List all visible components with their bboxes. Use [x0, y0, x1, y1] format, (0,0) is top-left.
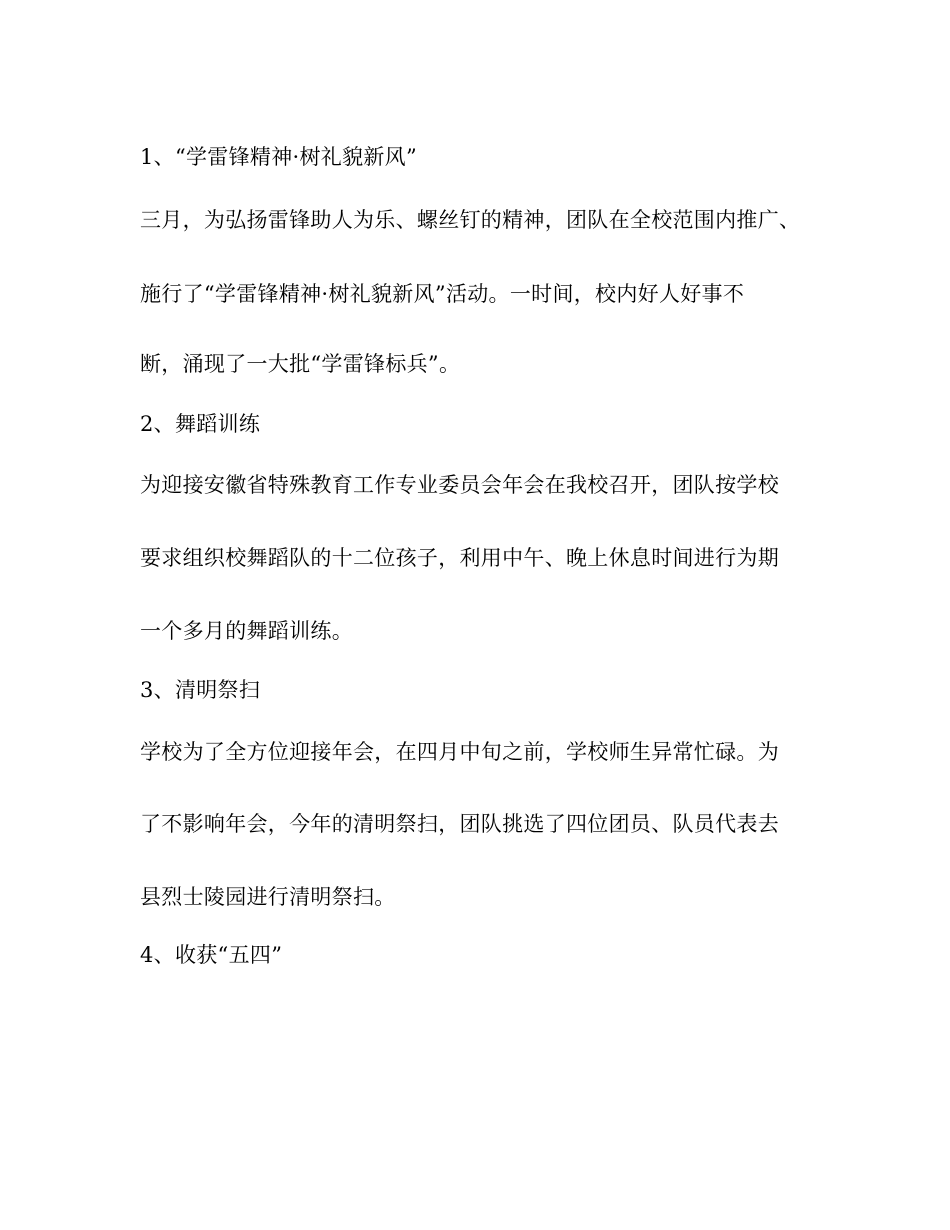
heading-1: 1、“学雷锋精神·树礼貌新风”: [140, 145, 418, 169]
paragraph-2-line-3: 一个多月的舞蹈训练。: [140, 619, 353, 643]
heading-4: 4、收获“五四”: [140, 943, 283, 967]
paragraph-3-line-3: 县烈士陵园进行清明祭扫。: [140, 885, 396, 909]
paragraph-3-line-1: 学校为了全方位迎接年会，在四月中旬之前，学校师生异常忙碌。为: [140, 740, 779, 764]
heading-3: 3、清明祭扫: [140, 678, 261, 702]
heading-2: 2、舞蹈训练: [140, 412, 261, 436]
paragraph-2-line-2: 要求组织校舞蹈队的十二位孩子，利用中午、晚上休息时间进行为期: [140, 546, 779, 570]
paragraph-1-line-2: 施行了“学雷锋精神·树礼貌新风”活动。一时间，校内好人好事不: [140, 282, 745, 306]
paragraph-1-line-3: 断，涌现了一大批“学雷锋标兵”。: [140, 352, 461, 376]
paragraph-3-line-2: 了不影响年会，今年的清明祭扫，团队挑选了四位团员、队员代表去: [140, 812, 779, 836]
paragraph-2-line-1: 为迎接安徽省特殊教育工作专业委员会年会在我校召开，团队按学校: [140, 473, 779, 497]
paragraph-1-line-1: 三月，为弘扬雷锋助人为乐、螺丝钉的精神，团队在全校范围内推广、: [140, 208, 801, 232]
